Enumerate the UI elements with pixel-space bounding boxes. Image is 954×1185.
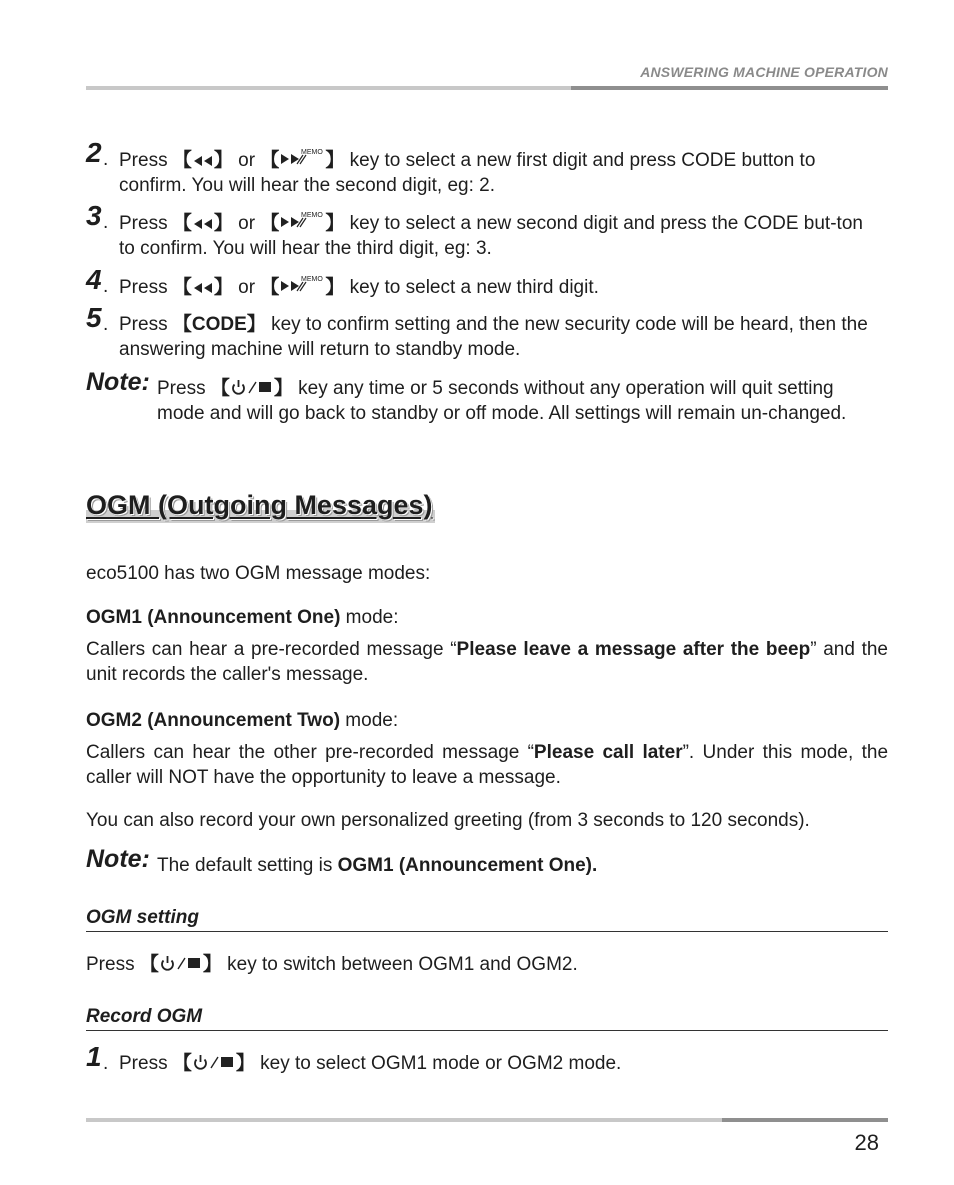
ogm1-heading: OGM1 (Announcement One) mode:: [86, 607, 399, 628]
power-stop-icon: [230, 379, 274, 395]
step-text: Press 【 】 key to select OGM1 mode or OGM2 mode.: [119, 1053, 622, 1074]
step-number: 2: [86, 137, 102, 168]
step-text: Press 【 】 or 【 MEMO 】 key to select a new first digit and press CODE button to confirm. You will hear the second digit, eg: 2.: [119, 149, 816, 196]
rewind-key: 【 】: [172, 150, 233, 171]
rewind-icon: [192, 218, 214, 230]
code-key: 【CODE】: [172, 314, 266, 335]
rewind-key: 【 】: [172, 277, 233, 298]
power-stop-icon: [192, 1054, 236, 1070]
section-title: OGM (Outgoing Messages): [86, 490, 435, 523]
power-stop-key: 【 】: [172, 1053, 255, 1074]
ogm2-description: Callers can hear the other pre-recorded message “Please call later”. Under this mode, the caller will NOT have the opportunity to leave a message.: [86, 742, 889, 788]
note-label: Note:: [86, 845, 150, 873]
step-number: 1: [86, 1041, 102, 1072]
svg-text:MEMO: MEMO: [301, 149, 324, 156]
note-text: Press 【 】 key any time or 5 seconds without any operation will quit setting mode and will go back to standby or off mode. All settings will remain un-changed.: [157, 378, 847, 424]
rewind-icon: [192, 155, 214, 167]
fast-forward-memo-icon: [279, 210, 325, 230]
intro-text: eco5100 has two OGM message modes:: [86, 563, 431, 584]
power-stop-key: 【 】: [210, 378, 293, 399]
forward-memo-key: 【 MEMO 】: [260, 276, 345, 298]
ogm-setting-text: Press 【 】 key to switch between OGM1 and OGM2.: [86, 954, 578, 975]
step-number: 3: [86, 200, 102, 231]
forward-memo-key: 【 MEMO 】: [260, 149, 345, 171]
header-rule: [86, 86, 888, 90]
fast-forward-memo-icon: [279, 274, 325, 294]
running-header: ANSWERING MACHINE OPERATION: [640, 64, 888, 80]
svg-text:MEMO: MEMO: [301, 212, 324, 219]
footer-rule: [86, 1118, 888, 1122]
svg-text:MEMO: MEMO: [301, 276, 324, 283]
record-ogm-heading: Record OGM: [86, 1006, 888, 1031]
forward-memo-key: 【 MEMO 】: [260, 212, 345, 234]
step-text: Press 【 】 or 【 MEMO 】 key to select a new second digit and press the CODE but-ton to confirm. You will hear the third digit, eg: 3.: [119, 212, 863, 259]
personal-greeting-text: You can also record your own personalized greeting (from 3 seconds to 120 seconds).: [86, 810, 810, 831]
ogm-setting-heading: OGM setting: [86, 907, 888, 932]
note-default-setting: [86, 845, 886, 878]
power-stop-key: 【 】: [139, 954, 222, 975]
note-label: Note:: [86, 368, 150, 396]
rewind-icon: [192, 282, 214, 294]
note-quit-setting: [86, 368, 886, 426]
step-text: Press 【CODE】 key to confirm setting and the new security code will be heard, then the answering machine will return to standby mode.: [119, 314, 868, 360]
record-step-1: 1 . Press 【 】 key to select OGM1 mode or OGM2 mode.: [86, 1051, 876, 1076]
fast-forward-memo-icon: [279, 147, 325, 167]
power-stop-icon: [159, 955, 203, 971]
ogm1-description: Callers can hear a pre-recorded message “Please leave a message after the beep” and the unit records the caller's message.: [86, 639, 889, 685]
rewind-key: 【 】: [172, 213, 233, 234]
step-4: 4 . Press 【 】 or 【 MEMO 】 key to select a new third digit.: [86, 274, 876, 300]
ogm2-heading: OGM2 (Announcement Two) mode:: [86, 710, 399, 731]
page-number: 28: [854, 1130, 879, 1155]
step-text: Press 【 】 or 【 MEMO 】 key to select a new third digit.: [119, 276, 599, 298]
step-5: 5 . Press 【CODE】 key to confirm setting and the new security code will be heard, then the answering machine will return to standby mode.: [86, 312, 876, 362]
step-3: 3 . Press 【 】 or 【 MEMO 】 key to select a new second digit and press the CODE but-ton to confirm. You will hear the third digit, eg: 3.: [86, 210, 876, 261]
note-text: The default setting is OGM1 (Announcement One).: [157, 855, 598, 876]
step-number: 4: [86, 264, 102, 295]
step-number: 5: [86, 302, 102, 333]
step-2: 2 . Press 【 】 or 【 MEMO 】 key to select a new first digit and press CODE button to confirm. You will hear the second digit, eg: 2.: [86, 147, 876, 198]
